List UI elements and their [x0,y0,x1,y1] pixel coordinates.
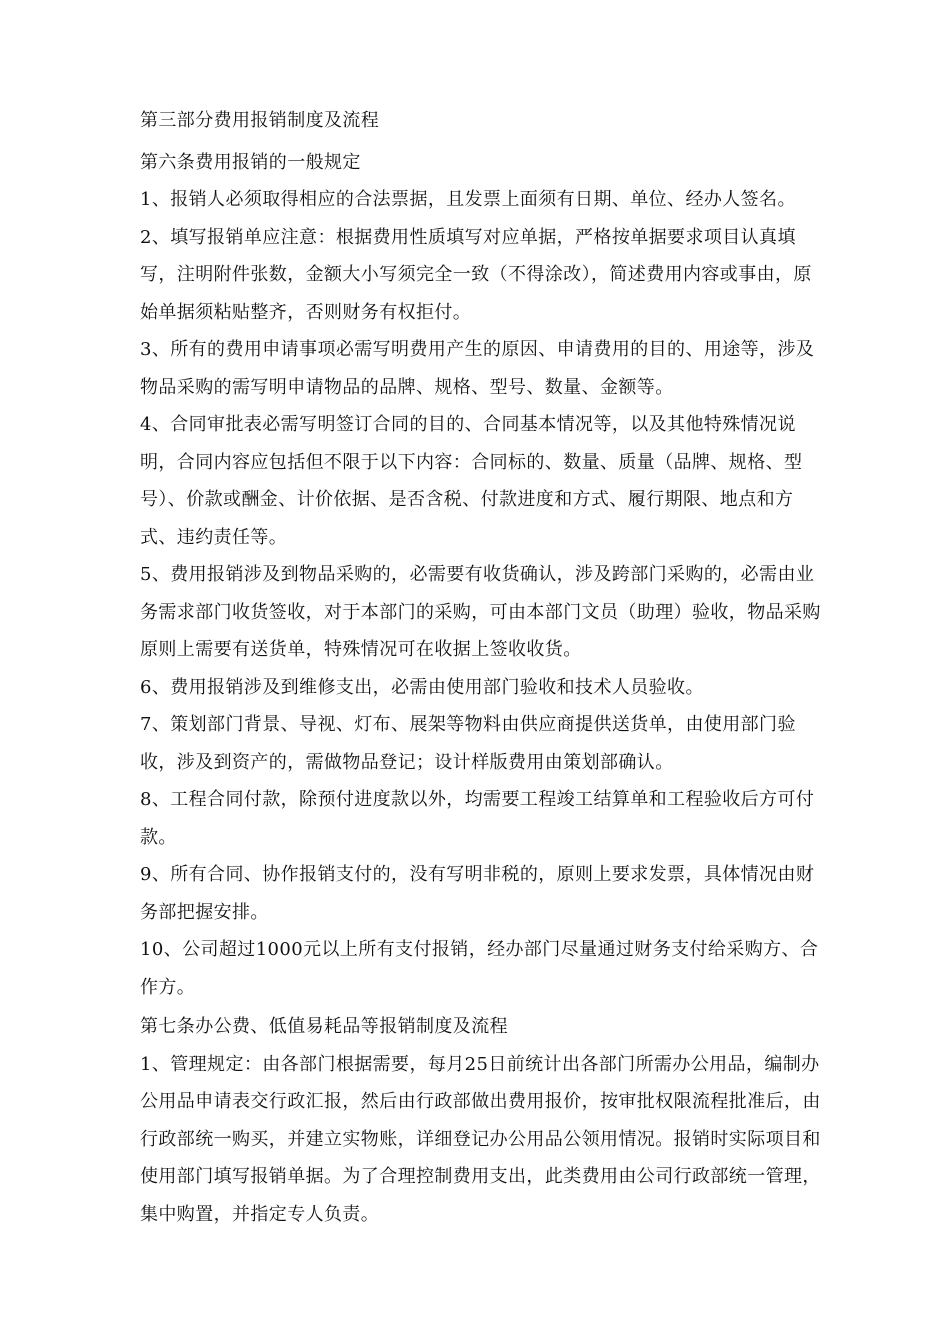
document-body [140,102,830,1233]
article-6-item-6: 6、费用报销涉及到维修支出，必需由使用部门验收和技术人员验收。 [140,676,704,698]
article-6-item-9: 9、所有合同、协作报销支付的，没有写明非税的，原则上要求发票，具体情况由财务部把握安排。 [140,864,815,923]
part-title: 第三部分费用报销制度及流程 [140,110,380,131]
article-7-title: 第七条办公费、低值易耗品等报销制度及流程 [140,1016,508,1037]
article-7-item-1: 1、管理规定：由各部门根据需要，每月25日前统计出各部门所需办公用品，编制办公用品申请表交行政汇报，然后由行政部做出费用报价，按审批权限流程批准后，由行政部统一购买，并建立实物账，详细登记办公用品公领用情况。报销时实际项目和使用部门填写报销单据。为了合理控制费用支出，此类费用由公司行政部统一管理，集中购置，并指定专人负责。 [140,1053,821,1225]
article-6-item-2: 2、填写报销单应注意：根据费用性质填写对应单据，严格按单据要求项目认真填写，注明附件张数，金额大小写须完全一致（不得涂改），简述费用内容或事由，原始单据须粘贴整齐，否则财务有权拒付。 [140,226,812,323]
article-6-item-4: 4、合同审批表必需写明签订合同的目的、合同基本情况等，以及其他特殊情况说明，合同内容应包括但不限于以下内容：合同标的、数量、质量（品牌、规格、型号）、价款或酬金、计价依据、是否含税、付款进度和方式、履行期限、地点和方式、违约责任等。 [140,414,803,548]
article-6-item-1: 1、报销人必须取得相应的合法票据，且发票上面须有日期、单位、经办人签名。 [140,189,796,210]
article-6-item-8: 8、工程合同付款，除预付进度款以外，均需要工程竣工结算单和工程验收后方可付款。 [140,789,815,848]
article-6-item-7: 7、策划部门背景、导视、灯布、展架等物料由供应商提供送货单，由使用部门验收，涉及到资产的，需做物品登记；设计样版费用由策划部确认。 [140,714,796,773]
article-6-item-5: 5、费用报销涉及到物品采购的，必需要有收货确认，涉及跨部门采购的，必需由业务需求部门收货签收，对于本部门的采购，可由本部门文员（助理）验收，物品采购原则上需要有送货单，特殊情况可在收据上签收收货。 [140,564,821,660]
article-6-title: 第六条费用报销的一般规定 [140,151,361,173]
article-6-item-10: 10、公司超过1000元以上所有支付报销，经办部门尽量通过财务支付给采购方、合作方。 [140,939,819,998]
article-6-item-3: 3、所有的费用申请事项必需写明费用产生的原因、申请费用的目的、用途等，涉及物品采购的需写明申请物品的品牌、规格、型号、数量、金额等。 [140,339,815,398]
